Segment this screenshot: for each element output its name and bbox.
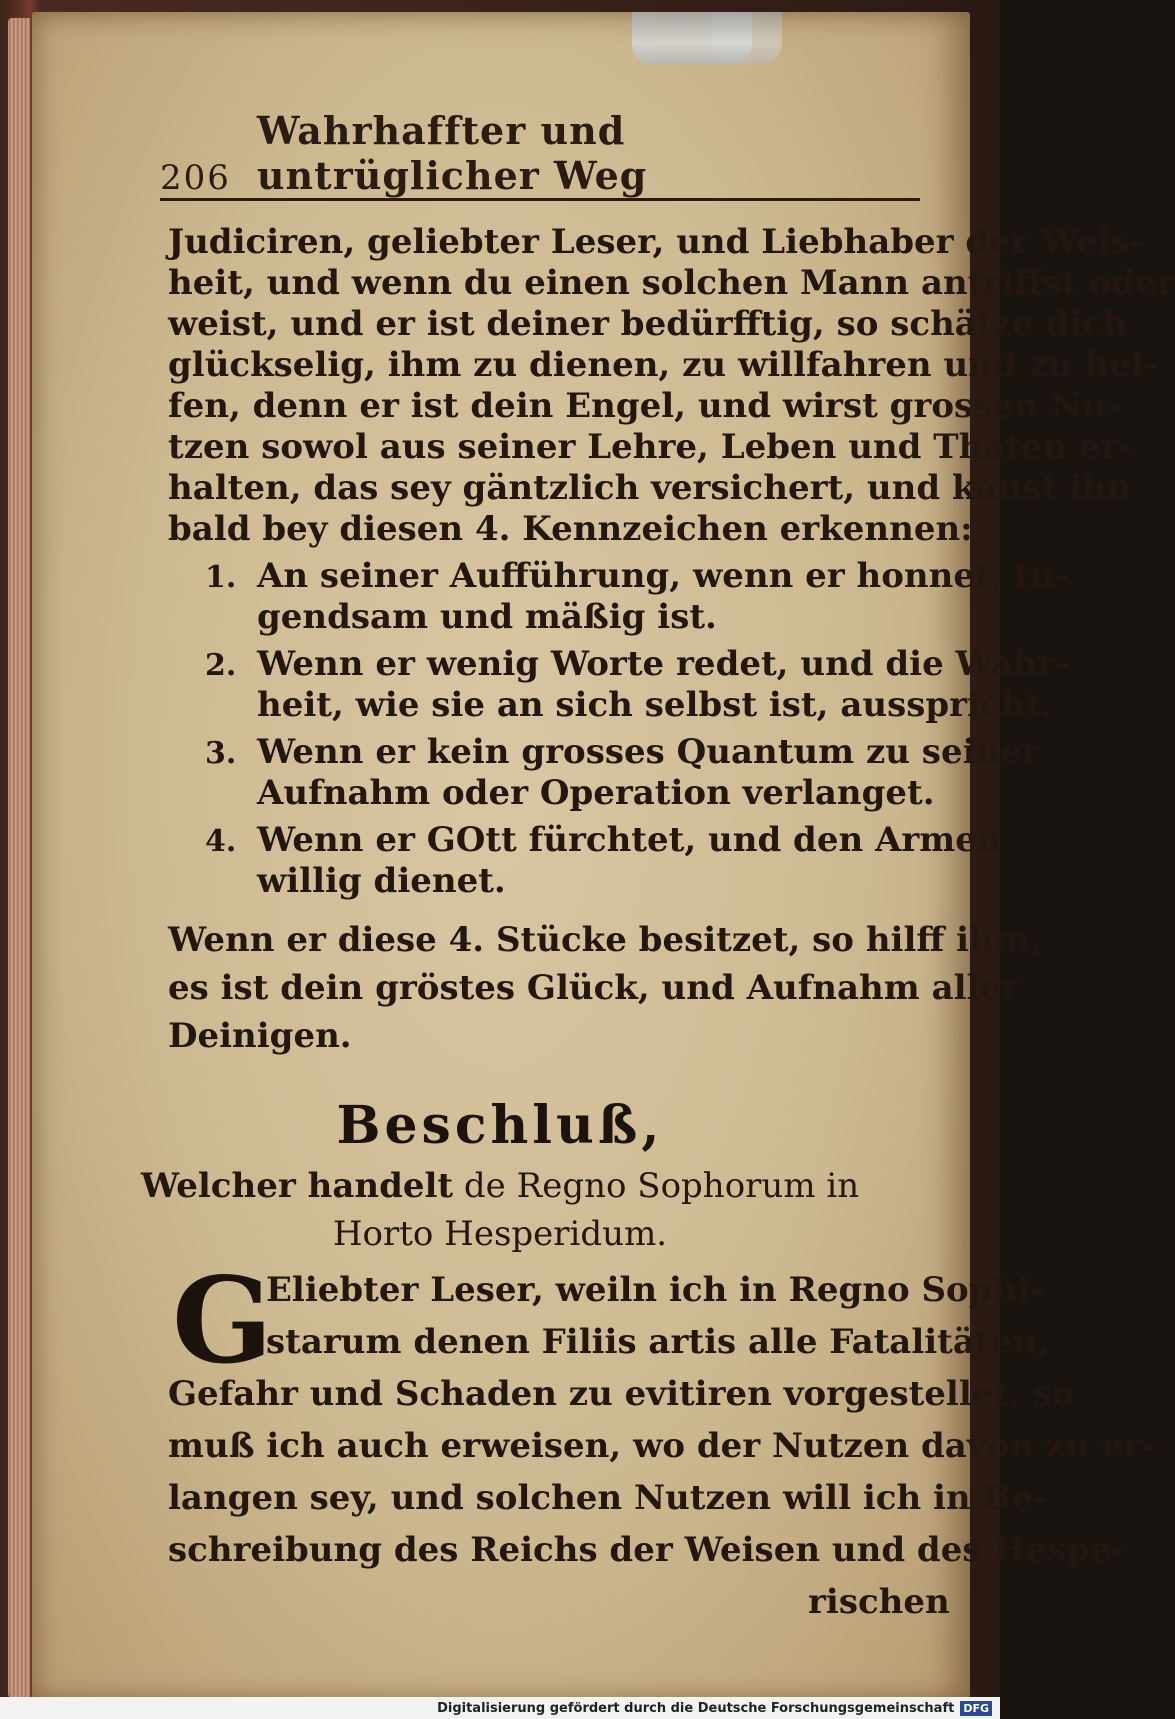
subtitle-rest: de Regno Sophorum in [453,1166,860,1206]
section-subtitle [0,1166,1000,1206]
page-number: 206 [160,158,231,198]
text-line: rischen [808,1582,950,1622]
text-line: heit, und wenn du einen solchen Mann antriffst oder [168,263,1175,303]
list-line: Wenn er GOtt fürchtet, und den Armen [257,820,1002,860]
drop-cap-initial: G [172,1251,273,1390]
running-head [160,108,920,201]
text-line: Deinigen. [168,1016,352,1056]
list-line: gendsam und mäßig ist. [257,597,717,637]
text-line: es ist dein gröstes Glück, und Aufnahm aller [168,968,1019,1008]
page-edge [8,18,30,1698]
list-line: willig dienet. [257,861,506,901]
text-line: Gefahr und Schaden zu evitiren vorgestellet, so [168,1374,1075,1414]
subtitle-bold: Welcher handelt [140,1166,454,1206]
text-line: glückselig, ihm zu dienen, zu willfahren und zu hel- [168,345,1158,385]
list-number: 4. [205,824,237,859]
list-line: Aufnahm oder Operation verlanget. [257,773,935,813]
text-line: tzen sowol aus seiner Lehre, Leben und Thaten er- [168,427,1133,467]
dfg-logo: DFG [960,1701,992,1716]
text-line: halten, das sey gäntzlich versichert, und kanst ihn [168,468,1132,508]
digitization-footer [0,1697,1000,1719]
list-number: 3. [205,736,237,771]
list-line: Wenn er wenig Worte redet, und die Wahr- [257,644,1070,684]
text-line: Wenn er diese 4. Stücke besitzet, so hilff ihm, [168,920,1042,960]
text-line: muß ich auch erweisen, wo der Nutzen davon zu er- [168,1426,1156,1466]
text-line: Eliebter Leser, weiln ich in Regno Sophi- [266,1270,1045,1310]
list-number: 2. [205,648,237,683]
text-line: schreibung des Reichs der Weisen und des Hespe- [168,1530,1126,1570]
text-line: langen sey, und solchen Nutzen will ich in Be- [168,1478,1047,1518]
footer-credit: Digitalisierung gefördert durch die Deutsche Forschungsgemeinschaft [437,1700,955,1716]
section-subtitle-line2: Horto Hesperidum. [332,1214,668,1254]
text-line: starum denen Filiis artis alle Fatalitäten, [266,1322,1049,1362]
text-line: fen, denn er ist dein Engel, und wirst grossen Nu- [168,386,1121,426]
list-line: Wenn er kein grosses Quantum zu seiner [257,732,1040,772]
page-clip-reflection [712,12,782,64]
list-line: An seiner Aufführung, wenn er honnet, tu- [257,556,1069,596]
text-line: bald bey diesen 4. Kennzeichen erkennen: [168,509,973,549]
running-title: Wahrhaffter und untrüglicher Weg [256,108,648,198]
section-heading: Beschluß, [336,1095,664,1156]
list-number: 1. [205,560,237,595]
text-line: weist, und er ist deiner bedürfftig, so schätze dich [168,304,1128,344]
list-line: heit, wie sie an sich selbst ist, ausspricht. [257,685,1053,725]
text-line: Judiciren, geliebter Leser, und Liebhaber der Weis- [168,222,1144,262]
